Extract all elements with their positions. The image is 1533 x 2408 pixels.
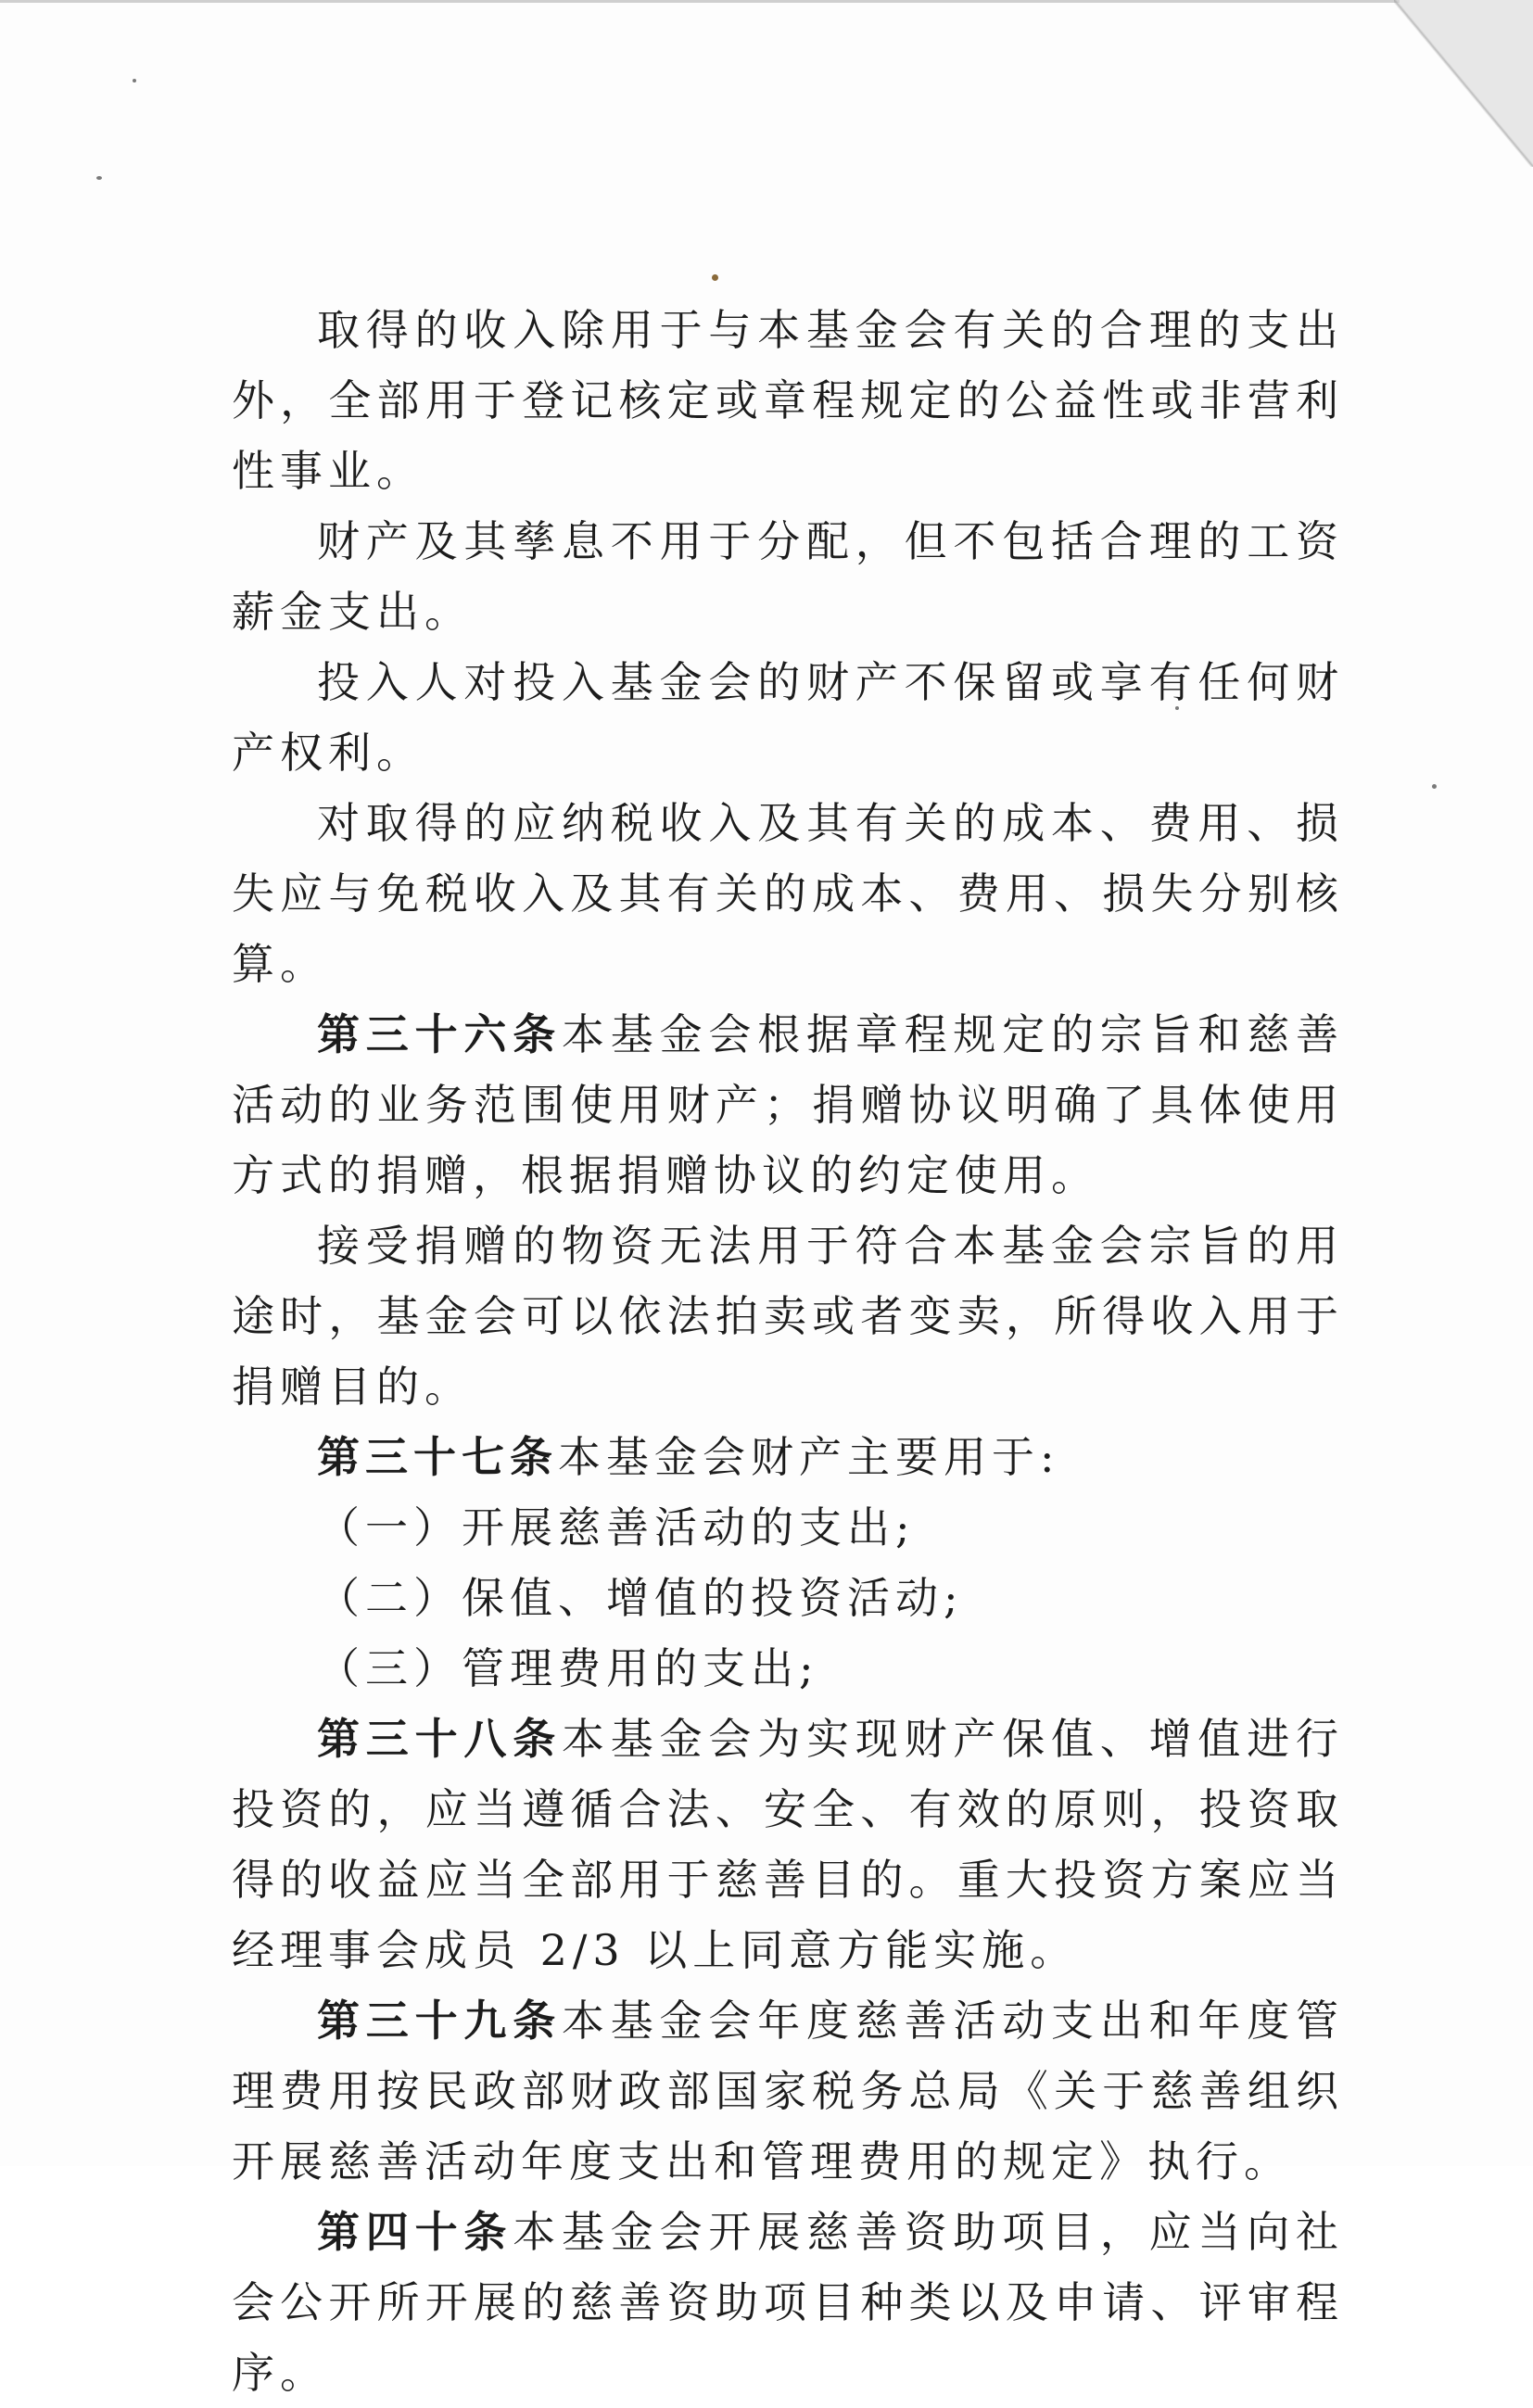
article-number: 第三十七条 — [317, 1432, 558, 1482]
article-number: 第三十八条 — [317, 1714, 562, 1764]
scan-top-edge — [0, 0, 1400, 3]
list-item-text: （一）开展慈善活动的支出; — [317, 1502, 916, 1553]
paragraph-text: 本基金会年度慈善活动支出和年度管理费用按民政部财政部国家税务总局《关于慈善组织开展慈善活动年度支出和管理费用的规定》执行。 — [232, 1996, 1345, 2186]
paragraph-text: 接受捐赠的物资无法用于符合本基金会宗旨的用途时，基金会可以依法拍卖或者变卖，所得收入用于捐赠目的。 — [232, 1221, 1344, 1412]
paragraph-text: 投入人对投入基金会的财产不保留或享有任何财产权利。 — [232, 657, 1344, 778]
article-number: 第四十条 — [317, 2207, 513, 2257]
paragraph-donated-goods — [232, 1210, 1344, 1422]
paragraph-no-distribution — [232, 506, 1344, 647]
paragraph-no-property-rights — [232, 647, 1344, 788]
article-40 — [232, 2197, 1344, 2408]
list-item — [232, 1563, 1344, 1633]
paragraph-text: 本基金会根据章程规定的宗旨和慈善活动的业务范围使用财产；捐赠协议明确了具体使用方式的捐赠，根据捐赠协议的约定使用。 — [232, 1009, 1345, 1200]
paragraph-text: 本基金会财产主要用于: — [558, 1432, 1060, 1482]
article-number: 第三十六条 — [317, 1009, 562, 1059]
article-38 — [232, 1704, 1344, 1985]
scan-speck — [133, 79, 136, 82]
list-item-text: （三）管理费用的支出; — [317, 1643, 819, 1693]
scan-speck — [712, 274, 718, 281]
paragraph-text: 本基金会为实现财产保值、增值进行投资的，应当遵循合法、安全、有效的原则，投资取得的收益应当全部用于慈善目的。重大投资方案应当经理事会成员 2/3 以上同意方能实施。 — [232, 1714, 1345, 1975]
paragraph-text: 本基金会开展慈善资助项目，应当向社会公开所开展的慈善资助项目种类以及申请、评审程序。 — [232, 2207, 1345, 2398]
scan-speck — [96, 176, 102, 180]
article-39 — [232, 1985, 1344, 2197]
paragraph-text: 对取得的应纳税收入及其有关的成本、费用、损失应与免税收入及其有关的成本、费用、损失分别核算。 — [232, 798, 1344, 989]
list-item-text: （二）保值、增值的投资活动; — [317, 1573, 964, 1623]
list-item — [232, 1492, 1344, 1563]
list-item — [232, 1633, 1344, 1704]
page-corner-fold-edge — [1394, 0, 1533, 167]
scan-speck — [1432, 784, 1437, 789]
paragraph-income-use — [232, 295, 1344, 506]
article-36 — [232, 999, 1344, 1210]
article-37 — [232, 1422, 1344, 1492]
paragraph-separate-accounting — [232, 788, 1344, 999]
paragraph-text: 财产及其孳息不用于分配，但不包括合理的工资薪金支出。 — [232, 516, 1344, 637]
document-body — [232, 295, 1344, 2408]
article-number: 第三十九条 — [317, 1996, 562, 2046]
paragraph-text: 取得的收入除用于与本基金会有关的合理的支出外，全部用于登记核定或章程规定的公益性或非营利性事业。 — [232, 305, 1344, 496]
